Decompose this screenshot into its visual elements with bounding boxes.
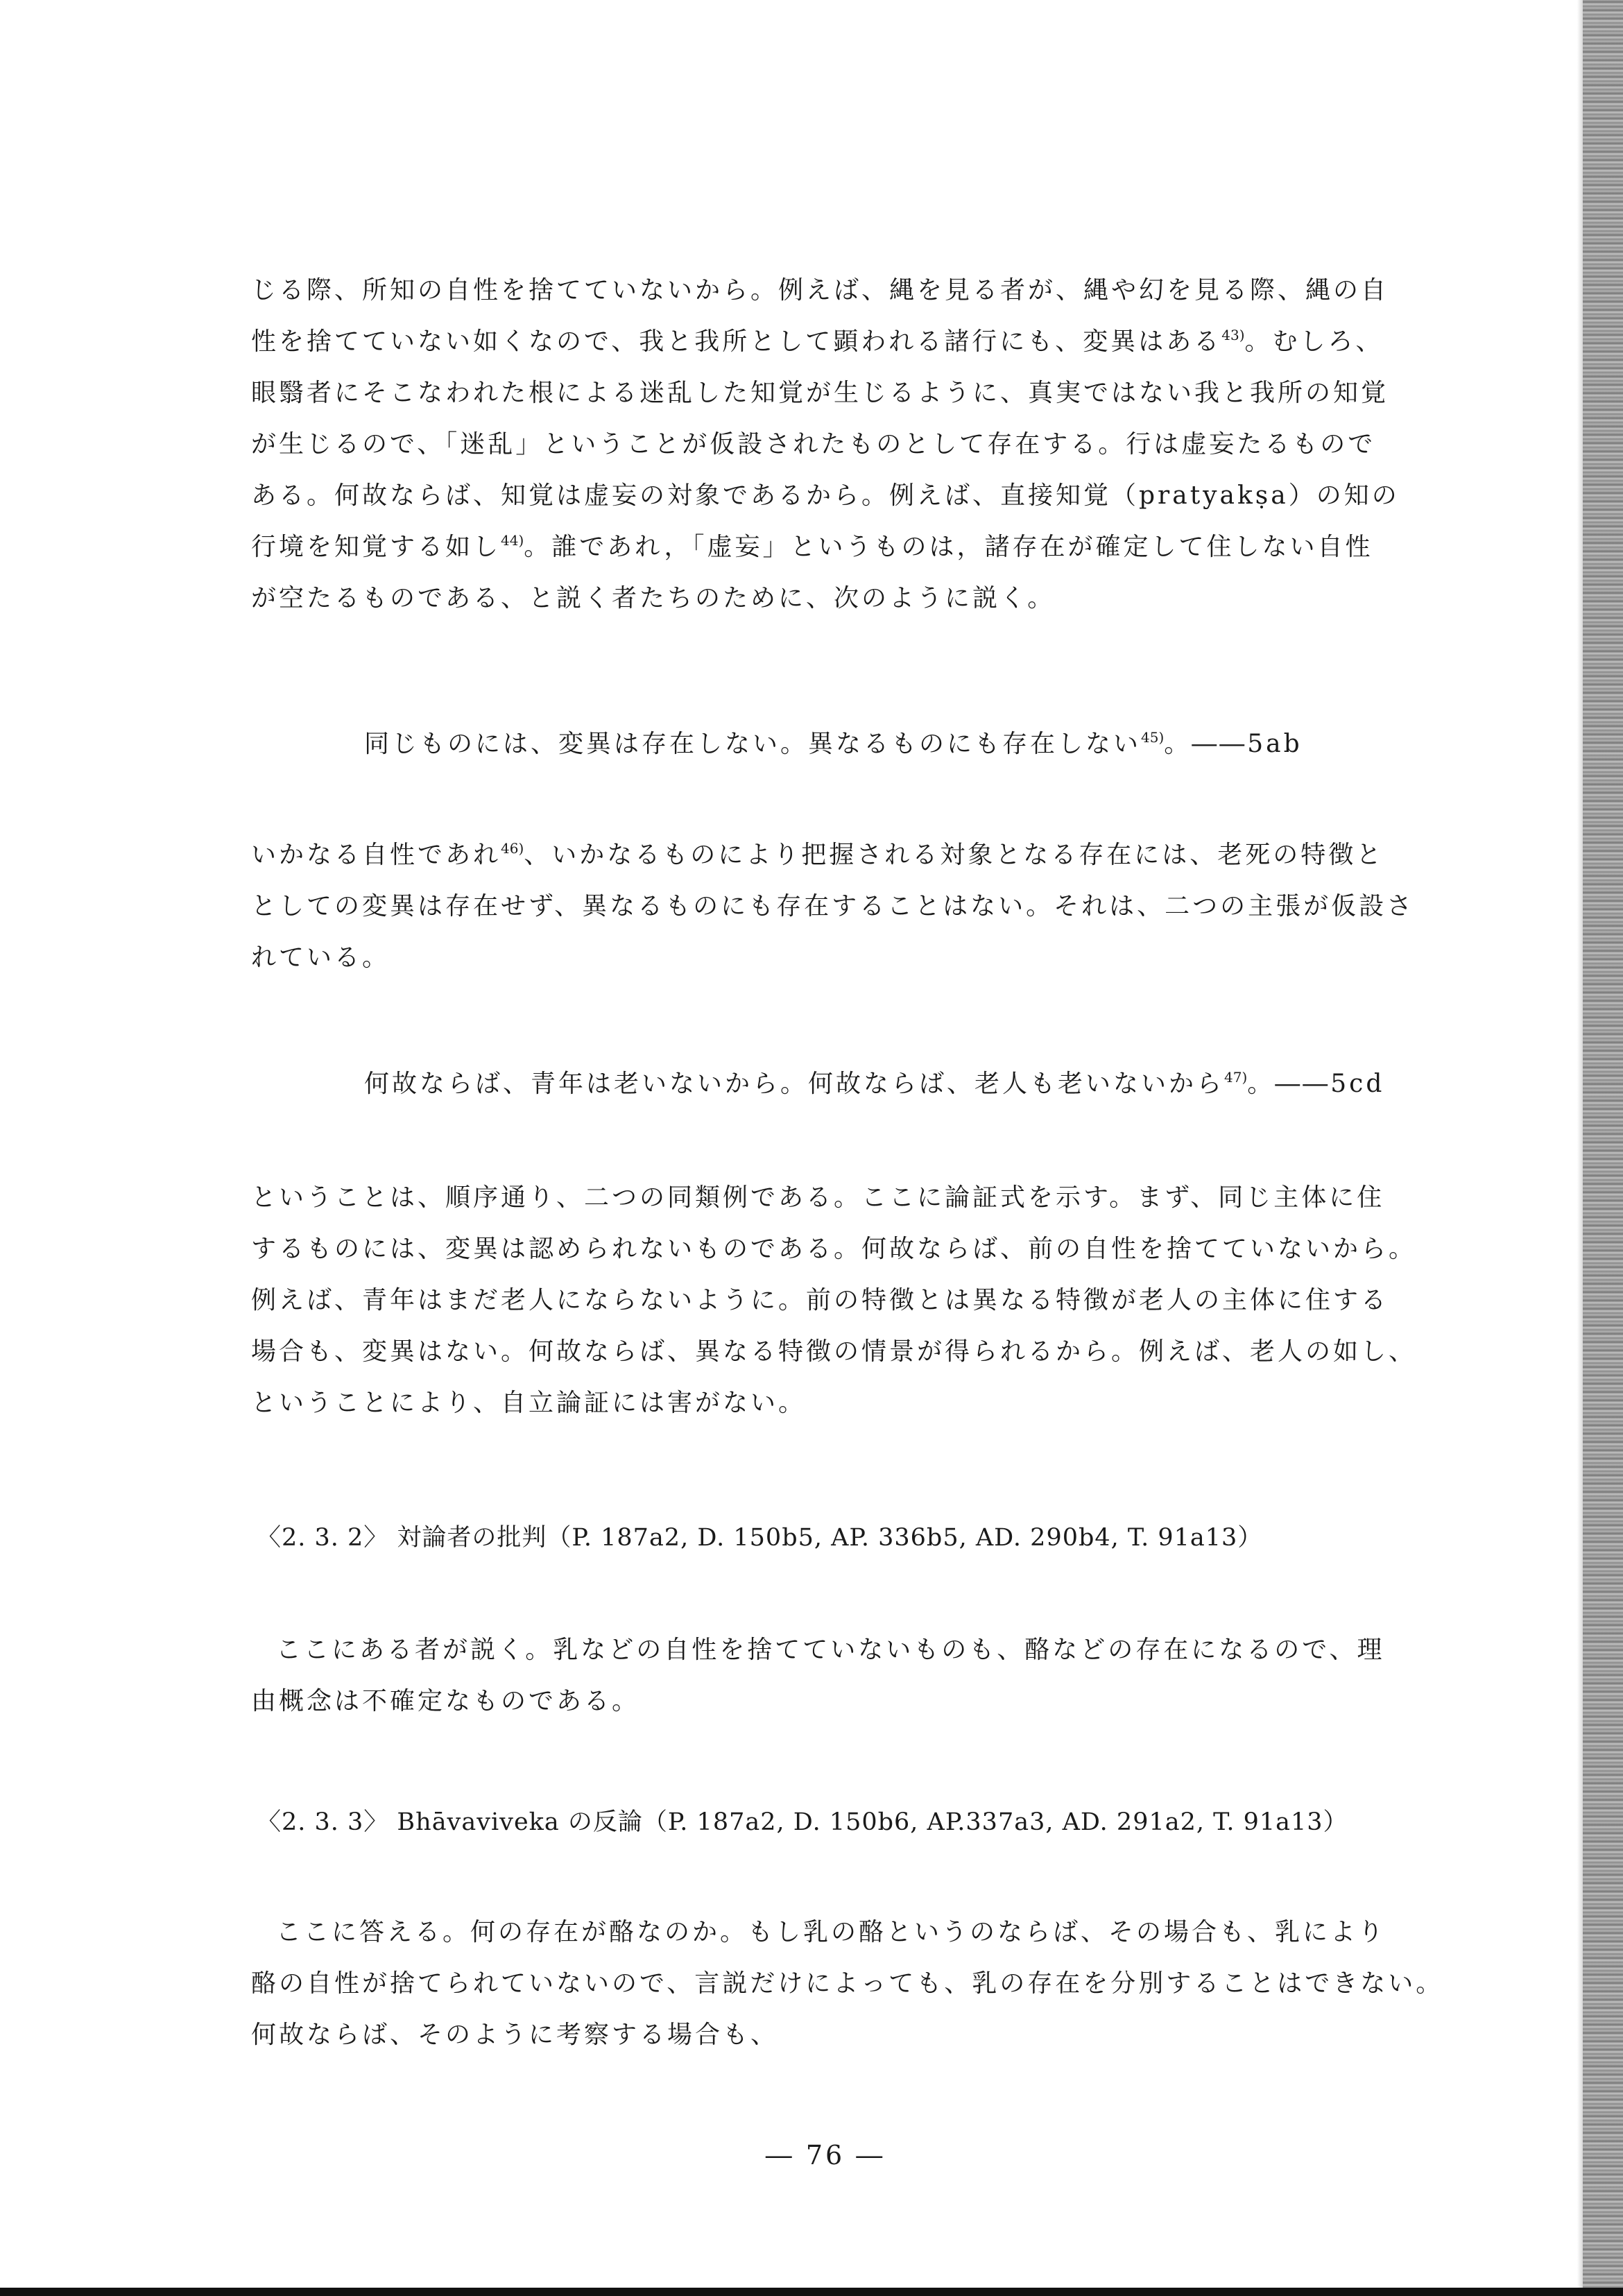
text-line: が空たるものである、と説く者たちのために、次のように説く。 [251,584,1056,612]
footnote-ref: 47) [1224,1069,1248,1086]
verse-5cd: 何故ならば、青年は老いないから。何故ならば、老人も老いないから$^{47)}$。――5cd [364,1069,1385,1098]
paragraph-3 [251,1172,1423,1429]
footnote-ref: 45) [1141,729,1165,746]
text-line: ということにより、自立論証には害がない。 [251,1389,807,1417]
paragraph-4 [251,1625,1448,1727]
text-line: 由概念は不確定なものである。 [251,1687,640,1715]
text-line: ここにある者が説く。乳などの自性を捨てていないものも、酪などの存在になるので、理 [276,1636,1385,1664]
text-line: 眼翳者にそこなわれた根による迷乱した知覚が生じるように、真実ではない我と我所の知覚 [251,379,1389,407]
text-line: 何故ならば、そのように考察する場合も、 [251,2021,779,2049]
verse-5ab: 同じものには、変異は存在しない。異なるものにも存在しない$^{45)}$。――5ab [364,729,1303,758]
text-line: としての変異は存在せず、異なるものにも存在することはない。それは、二つの主張が仮設さ [251,892,1415,920]
text-line: 場合も、変異はない。何故ならば、異なる特徴の情景が得られるから。例えば、老人の如し、 [251,1337,1417,1366]
text-line: ということは、順序通り、二つの同類例である。ここに論証式を示す。まず、同じ主体に住 [251,1183,1385,1212]
page-number: ― 76 ― [765,2140,886,2170]
paragraph-1 [251,265,1423,624]
scan-shadow [1577,0,1583,2296]
text-line: れている。 [251,943,390,972]
paragraph-2 [251,830,1423,984]
scan-bottom-edge [0,2288,1623,2296]
text-line: いかなる自性であれ$^{46)}$、いかなるものにより把握される対象となる存在には、老死の特徴と [251,840,1384,869]
text-line: 酪の自性が捨てられていないので、言説だけによっても、乳の存在を分別することはできない。 [251,1969,1444,1998]
text-line: 性を捨てていない如くなので、我と我所として顕われる諸行にも、変異はある$^{43)}$。むしろ、 [251,327,1384,356]
scan-edge [1583,0,1623,2296]
text-line: ここに答える。何の存在が酪なのか。もし乳の酪というのならば、その場合も、乳により [276,1918,1386,1946]
section-heading-2-3-2: 〈2. 3. 2〉 対論者の批判（P. 187a2, D. 150b5, AP. 336b5, AD. 290b4, T. 91a13） [257,1524,1263,1552]
text-line: が生じるので、「迷乱」ということが仮設されたものとして存在する。行は虚妄たるもので [251,430,1376,459]
section-heading-2-3-3: 〈2. 3. 3〉 Bhāvaviveka の反論（P. 187a2, D. 150b6, AP.337a3, AD. 291a2, T. 91a13） [257,1808,1348,1836]
footnote-ref: 44) [501,532,524,549]
text-line: じる際、所知の自性を捨てていないから。例えば、縄を見る者が、縄や幻を見る際、縄の自 [251,276,1389,305]
footnote-ref: 43) [1221,327,1245,343]
text-line: ある。何故ならば、知覚は虚妄の対象であるから。例えば、直接知覚（pratyakṣa）の知の [251,481,1400,510]
text-line: 例えば、青年はまだ老人にならないように。前の特徴とは異なる特徴が老人の主体に住する [251,1286,1389,1314]
text-line: するものには、変異は認められないものである。何故ならば、前の自性を捨てていないから。 [251,1235,1417,1263]
paragraph-5 [251,1907,1448,2061]
text-line: 行境を知覚する如し$^{44)}$。誰であれ，「虚妄」というものは，諸存在が確定して住しない自性 [251,532,1373,561]
footnote-ref: 46) [501,840,524,857]
